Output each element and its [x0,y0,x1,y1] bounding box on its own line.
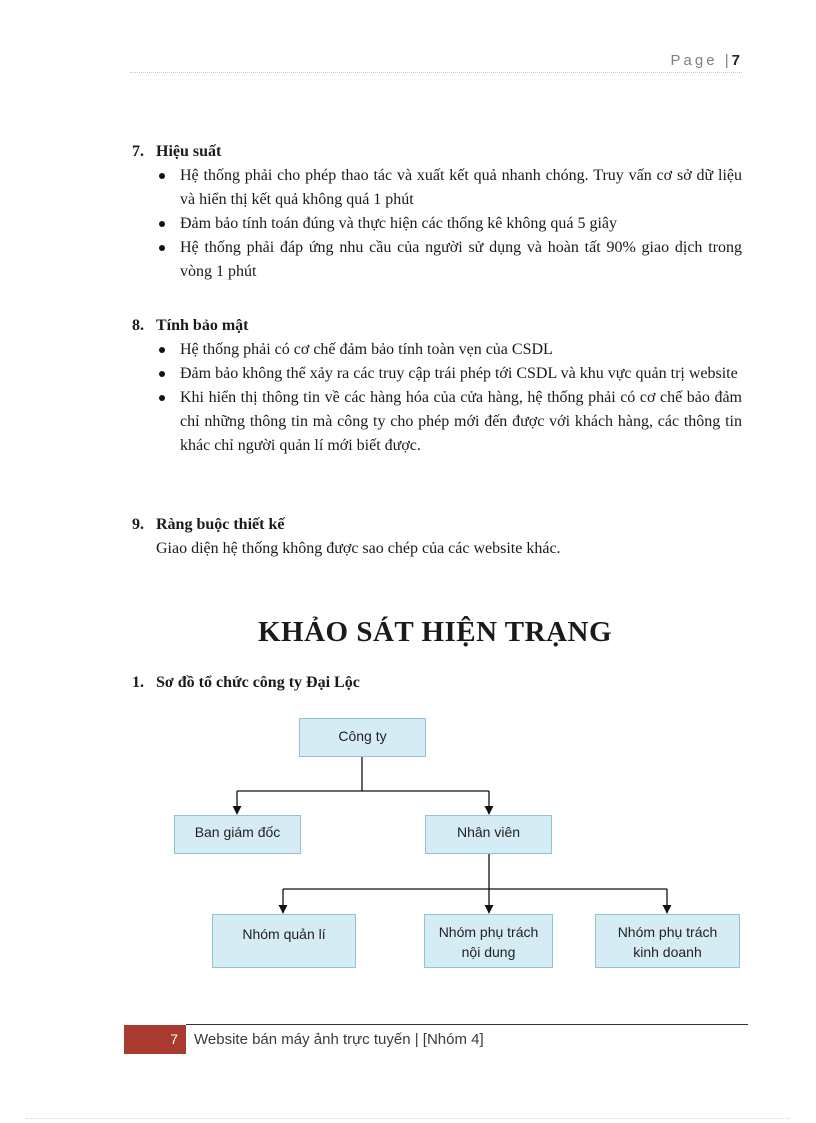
section-number: 1. [132,674,144,691]
list-item: Hệ thống phải đáp ứng nhu cầu của người sử dụng và hoàn tất 90% giao dịch trong vòng 1 phút [180,236,742,284]
page-bottom-edge [26,1118,790,1119]
list-item: Khi hiển thị thông tin về các hàng hóa của cửa hàng, hệ thống phải có cơ chế bảo đảm chỉ những thông tin mà công ty cho phép mới đến được với khách hàng, các thông tin khác chỉ người quản lí mới biết được. [180,386,742,458]
section-number: 8. [132,317,144,334]
section-heading [132,513,742,537]
org-node-label-line1: Nhóm phụ trách [438,924,539,940]
chapter-title: KHẢO SÁT HIỆN TRẠNG [257,616,613,648]
section-title: Tính bảo mật [156,317,249,334]
page-label: Page | [670,52,732,69]
page-number: 7 [731,52,740,69]
org-node-label: Nhân viên [456,824,521,840]
section-title: Ràng buộc thiết kế [156,516,285,533]
bullet-list [132,338,742,458]
org-node-nhan-vien [425,815,552,854]
org-node-ban-giam-doc [174,815,301,854]
org-node-cong-ty [299,718,426,757]
section-heading [132,671,742,695]
org-node-label: Nhóm quản lí [242,926,326,942]
footer-page-number: 7 [124,1025,186,1054]
org-node-label-line2: kinh doanh [633,944,702,960]
section-title: Sơ đồ tổ chức công ty Đại Lộc [156,674,360,691]
section-number: 7. [132,143,144,160]
org-node-label-line1: Nhóm phụ trách [617,924,718,940]
org-node-label: Ban giám đốc [194,824,281,840]
section-performance [132,140,742,284]
section-heading [132,314,742,338]
section-text: Giao diện hệ thống không được sao chép của các website khác. [156,540,561,557]
subsection-org-chart [132,671,742,695]
footer-text: Website bán máy ảnh trực tuyến | [Nhóm 4] [194,1031,484,1048]
section-number: 9. [132,516,144,533]
org-node-nhom-noi-dung [424,914,553,968]
org-node-label: Công ty [338,728,387,744]
page-header [671,52,740,69]
section-security [132,314,742,458]
org-node-label-line2: nội dung [461,944,516,960]
bullet-list [132,164,742,284]
section-design-constraints [132,513,742,561]
header-divider [130,72,742,73]
list-item: Đảm bảo tính toán đúng và thực hiện các thống kê không quá 5 giây [180,212,742,236]
org-node-nhom-quan-li [212,914,356,968]
list-item: Hệ thống phải có cơ chế đảm bảo tính toàn vẹn của CSDL [180,338,742,362]
section-heading [132,140,742,164]
list-item: Hệ thống phải cho phép thao tác và xuất kết quả nhanh chóng. Truy vấn cơ sở dữ liệu và hiển thị kết quả không quá 1 phút [180,164,742,212]
org-node-nhom-kinh-doanh [595,914,740,968]
section-title: Hiệu suất [156,143,222,160]
list-item: Đảm bảo không thể xảy ra các truy cập trái phép tới CSDL và khu vực quản trị website [180,362,742,386]
